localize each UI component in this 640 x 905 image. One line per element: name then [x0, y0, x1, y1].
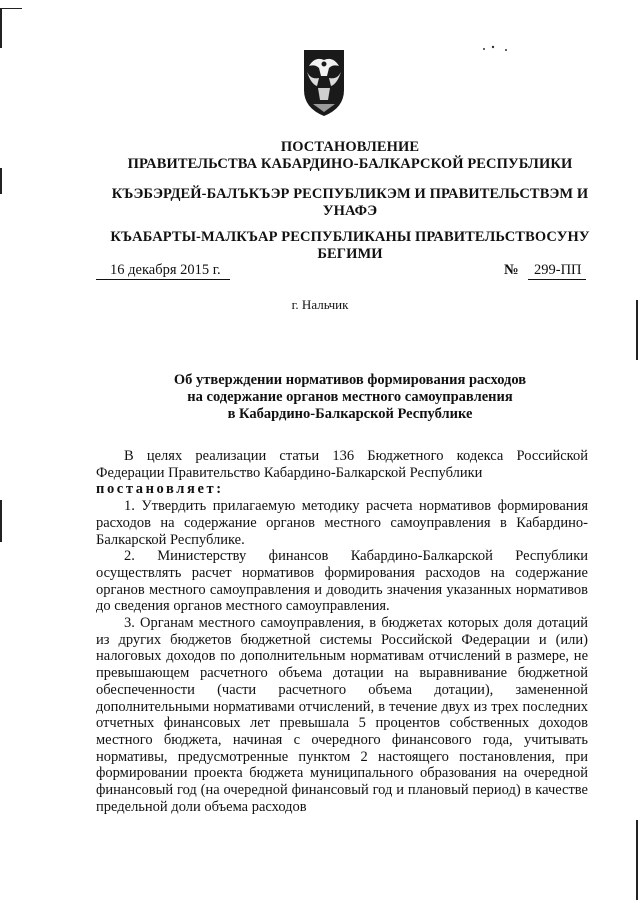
title-line: Об утверждении нормативов формирования расходов: [173, 372, 527, 388]
scan-edge-mark: [0, 8, 2, 48]
scan-speck: [482, 44, 518, 54]
paragraph-1: 1. Утвердить прилагаемую методику расчета нормативов формирования расходов на содержание органов местного самоуправления в Кабардино-Балкарской Республике.: [96, 498, 588, 548]
city-name: г. Нальчик: [291, 297, 349, 312]
scan-edge-mark: [0, 8, 22, 9]
heading-line: ПРАВИТЕЛЬСТВА КАБАРДИНО-БАЛКАРСКОЙ РЕСПУБЛИКИ: [127, 156, 573, 172]
decree-date: 16 декабря 2015 г.: [96, 261, 230, 280]
paragraph-2: 2. Министерству финансов Кабардино-Балкарской Республики осуществлять расчет нормативов формирования расходов на содержание органов местного самоуправления и доводить значения указанных нормативов до сведения органов местного самоуправления.: [96, 548, 588, 615]
heading-line: УНАФЭ: [322, 203, 378, 219]
heading-line: КЪАБАРТЫ-МАЛКЪАР РЕСПУБЛИКАНЫ ПРАВИТЕЛЬСТВОСУНУ: [110, 229, 590, 245]
coat-of-arms-emblem: [301, 46, 347, 118]
scan-edge-mark: [636, 820, 638, 900]
intro-paragraph: [96, 448, 588, 498]
title-line: на содержание органов местного самоуправления: [187, 389, 513, 405]
title-line: в Кабардино-Балкарской Республике: [227, 406, 473, 422]
heading-line: ПОСТАНОВЛЕНИЕ: [280, 139, 420, 155]
scan-edge-mark: [0, 500, 2, 542]
kabardian-heading: [60, 186, 640, 220]
decree-title: [60, 372, 640, 423]
date-number-line: [96, 261, 586, 283]
heading-line: КЪЭБЭРДЕЙ-БАЛЪКЪЭР РЕСПУБЛИКЭМ И ПРАВИТЕЛЬСТВЭМ И: [111, 186, 589, 202]
scan-edge-mark: [0, 168, 2, 194]
heading-line: БЕГИМИ: [317, 246, 383, 262]
balkar-heading: [60, 229, 640, 263]
decree-word: постановляет:: [96, 481, 224, 498]
paragraph-3: 3. Органам местного самоуправления, в бюджетах которых доля дотаций из других бюджетов бюджетной системы Российской Федерации и (или) налоговых доходов по дополнительным нормативам отчислений в размере, не превышающем расчетного объема дотации на выравнивание бюджетной обеспеченности (части расчетного объема дотации), замененной дополнительными нормативами отчислений, в течение двух из трех последних отчетных финансовых лет превышала 5 процентов собственных доходов местного бюджета, начиная с очередного финансового года, учитывать нормативы, предусмотренные пунктом 2 настоящего постановления, при формировании проекта бюджета муниципального образования на очередной финансовый год (на очередной финансовый год и плановый период) в качестве предельной доли объема расходов: [96, 615, 588, 815]
decree-heading: [60, 139, 640, 173]
decree-number: 299-ПП: [528, 261, 586, 280]
intro-text: В целях реализации статьи 136 Бюджетного кодекса Российской Федерации Правительство Кабардино-Балкарской Республики: [96, 448, 588, 481]
number-label: №: [504, 262, 519, 278]
decree-body: [96, 448, 588, 815]
